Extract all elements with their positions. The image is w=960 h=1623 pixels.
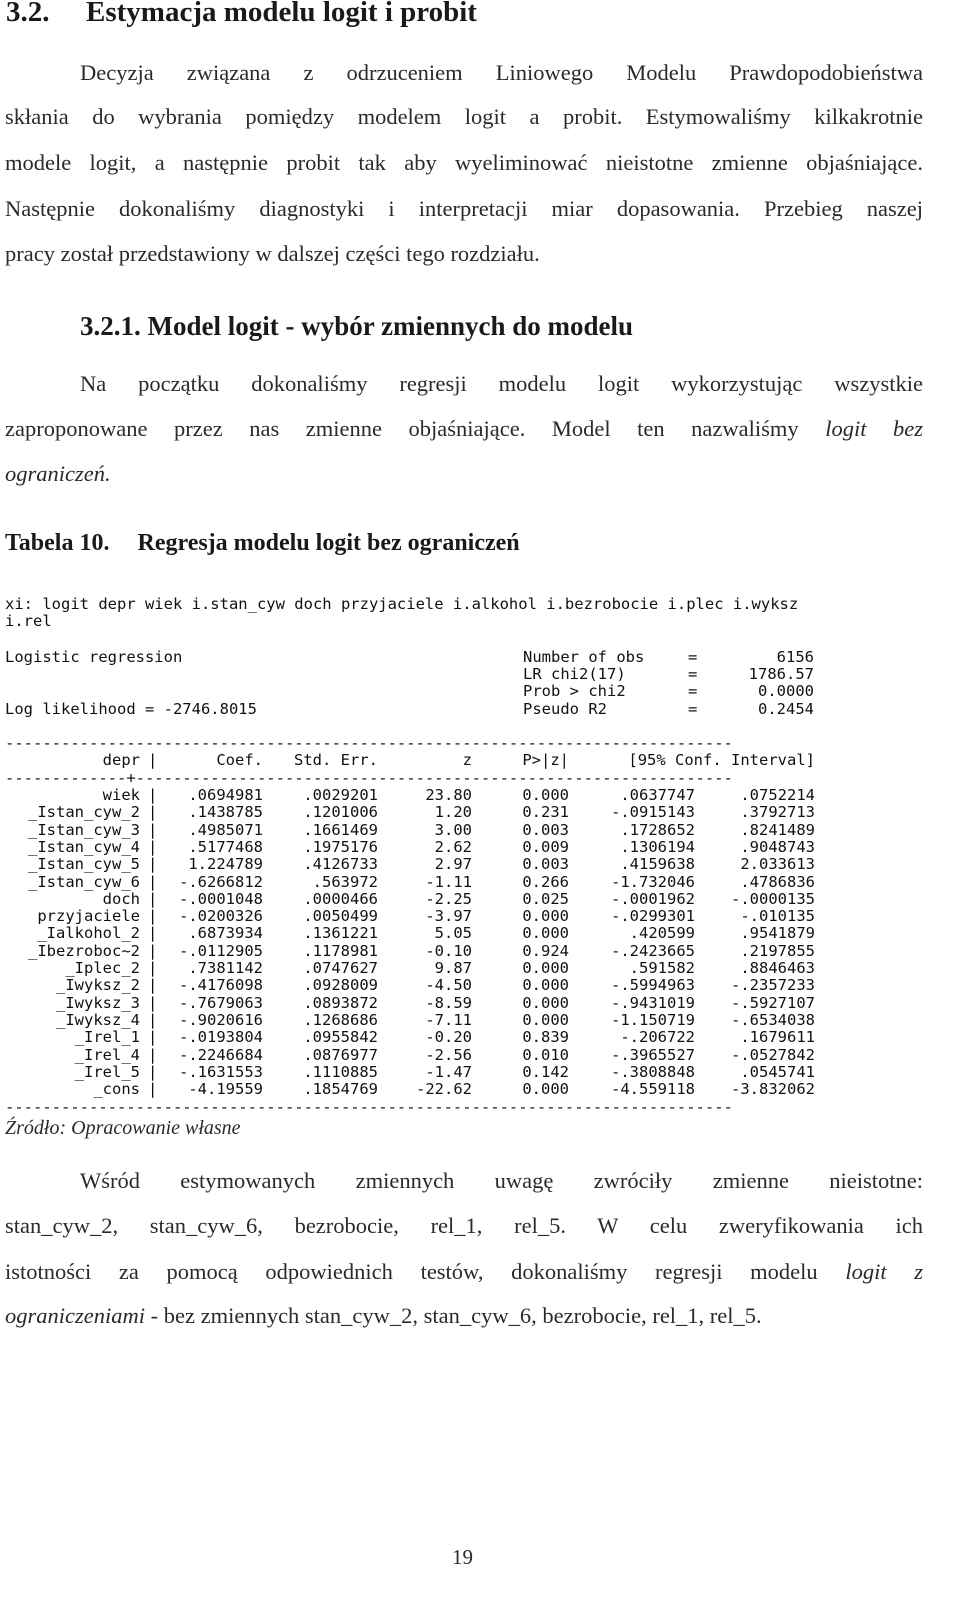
- row-z: -0.20: [425, 1028, 472, 1047]
- sub-line-2-italic: logit bez: [825, 416, 923, 441]
- row-ci-lower: .4159638: [620, 855, 695, 874]
- row-p-value: 0.009: [522, 837, 569, 856]
- row-ci-upper: .0545741: [740, 1062, 815, 1081]
- row-z: 2.97: [434, 855, 472, 874]
- row-ci-upper: 2.033613: [740, 855, 815, 874]
- row-ci-lower: -.0001962: [611, 889, 695, 908]
- conclusion-line-1: Wśród estymowanych zmiennych uwagę zwróciły zmienne nieistotne:: [80, 1168, 923, 1193]
- table-rule-bottom: ------------------------------------------------------------------------------: [5, 1098, 733, 1116]
- section-title: Estymacja modelu logit i probit: [86, 0, 477, 28]
- stat-eq: =: [688, 665, 698, 683]
- row-z: -8.59: [425, 993, 472, 1012]
- row-std-err: .4126733: [303, 855, 378, 874]
- row-ci-lower: .1728652: [620, 820, 695, 839]
- table-row: [5, 1063, 835, 1081]
- row-p-value: 0.000: [522, 959, 569, 977]
- column-separator: |: [148, 1045, 158, 1064]
- row-variable: wiek: [102, 786, 140, 804]
- row-coef: .1438785: [188, 803, 263, 822]
- table-label: Tabela 10.: [5, 530, 110, 556]
- row-variable: _Istan_cyw_2: [28, 803, 140, 822]
- column-separator: |: [148, 1080, 158, 1099]
- header-se: Std. Err.: [294, 751, 378, 769]
- row-coef: -.7679063: [179, 993, 263, 1012]
- stat-value: 0.0000: [758, 682, 814, 700]
- row-ci-upper: -.2357233: [731, 976, 815, 995]
- row-coef: .4985071: [188, 820, 263, 839]
- row-ci-upper: .8846463: [740, 959, 815, 977]
- stat-value: 1786.57: [748, 665, 814, 683]
- row-ci-upper: .1679611: [740, 1028, 815, 1047]
- column-separator: |: [148, 959, 158, 977]
- subsection-number: 3.2.1.: [80, 311, 141, 341]
- column-separator: |: [148, 1062, 158, 1081]
- table-row: [5, 924, 835, 942]
- row-ci-upper: -.010135: [740, 907, 815, 926]
- row-variable: _Ibezroboc~2: [28, 941, 140, 960]
- row-variable: przyjaciele: [37, 907, 140, 926]
- row-std-err: .1661469: [303, 820, 378, 839]
- table-row: [5, 821, 835, 839]
- row-p-value: 0.000: [522, 1010, 569, 1029]
- row-p-value: 0.000: [522, 976, 569, 995]
- row-variable: _Ialkohol_2: [37, 924, 140, 943]
- row-variable: _Iwyksz_3: [56, 993, 140, 1012]
- stat-eq: =: [688, 682, 698, 700]
- row-coef: .0694981: [188, 786, 263, 804]
- row-coef: -.0112905: [179, 941, 263, 960]
- row-variable: _Iwyksz_2: [56, 976, 140, 995]
- stat-eq: =: [688, 700, 698, 718]
- row-ci-lower: -.3808848: [611, 1062, 695, 1081]
- row-std-err: .0050499: [303, 907, 378, 926]
- model-name: Logistic regression: [5, 648, 183, 666]
- column-separator: |: [148, 820, 158, 839]
- table-header-row: [5, 751, 835, 769]
- row-p-value: 0.142: [522, 1062, 569, 1081]
- source-note: Źródło: Opracowanie własne: [5, 1117, 241, 1139]
- row-z: -7.11: [425, 1010, 472, 1029]
- row-p-value: 0.000: [522, 907, 569, 926]
- row-z: -3.97: [425, 907, 472, 926]
- column-separator: |: [148, 907, 158, 926]
- intro-line-3: modele logit, a następnie probit tak aby wyeliminować nieistotne zmienne objaśniające.: [5, 150, 923, 175]
- row-z: -0.10: [425, 941, 472, 960]
- conclusion-line-3: istotności za pomocą odpowiednich testów, dokonaliśmy regresji modelu logit z: [5, 1259, 923, 1284]
- row-variable: _Iwyksz_4: [56, 1010, 140, 1029]
- intro-line-2: skłania do wybrania pomiędzy modelem logit a probit. Estymowaliśmy kilkakrotnie: [5, 104, 923, 129]
- row-variable: _Istan_cyw_6: [28, 872, 140, 891]
- row-std-err: .1110885: [303, 1062, 378, 1081]
- header-ci: [95% Conf. Interval]: [628, 751, 815, 769]
- row-coef: .6873934: [188, 924, 263, 943]
- row-z: 3.00: [434, 820, 472, 839]
- row-ci-lower: -1.150719: [611, 1010, 695, 1029]
- row-coef: .5177468: [188, 837, 263, 856]
- row-ci-upper: -3.832062: [731, 1080, 815, 1099]
- row-ci-lower: -.5994963: [611, 976, 695, 995]
- row-variable: _Iplec_2: [65, 959, 140, 977]
- column-separator: |: [148, 786, 158, 804]
- row-ci-upper: .3792713: [740, 803, 815, 822]
- row-p-value: 0.003: [522, 820, 569, 839]
- subsection-heading: [80, 311, 633, 342]
- row-p-value: 0.025: [522, 889, 569, 908]
- stat-value: 0.2454: [758, 700, 814, 718]
- row-ci-lower: .0637747: [620, 786, 695, 804]
- stat-label: Prob > chi2: [523, 682, 626, 700]
- row-ci-lower: -1.732046: [611, 872, 695, 891]
- row-z: 5.05: [434, 924, 472, 943]
- row-std-err: .0955842: [303, 1028, 378, 1047]
- table-row: [5, 838, 835, 856]
- row-p-value: 0.000: [522, 1080, 569, 1099]
- row-p-value: 0.000: [522, 924, 569, 943]
- column-separator: |: [148, 1010, 158, 1029]
- row-ci-lower: .420599: [629, 924, 695, 943]
- column-separator: |: [148, 803, 158, 822]
- row-coef: -.4176098: [179, 976, 263, 995]
- row-variable: _Irel_5: [74, 1062, 140, 1081]
- table-row: [5, 855, 835, 873]
- section-heading: [6, 0, 477, 29]
- intro-line-4: Następnie dokonaliśmy diagnostyki i interpretacji miar dopasowania. Przebieg naszej: [5, 196, 923, 221]
- row-ci-lower: -.206722: [620, 1028, 695, 1047]
- row-std-err: .1201006: [303, 803, 378, 822]
- row-ci-upper: .9541879: [740, 924, 815, 943]
- row-ci-lower: -.2423665: [611, 941, 695, 960]
- table-row: [5, 976, 835, 994]
- row-p-value: 0.000: [522, 786, 569, 804]
- row-z: -1.11: [425, 872, 472, 891]
- intro-line-1: Decyzja związana z odrzuceniem Liniowego Modelu Prawdopodobieństwa: [80, 60, 923, 85]
- row-coef: -.0193804: [179, 1028, 263, 1047]
- row-p-value: 0.839: [522, 1028, 569, 1047]
- row-ci-lower: -.0915143: [611, 803, 695, 822]
- row-std-err: .0876977: [303, 1045, 378, 1064]
- section-number: 3.2.: [6, 0, 50, 28]
- row-std-err: .1178981: [303, 941, 378, 960]
- conclusion-line-3-italic: logit z: [845, 1259, 923, 1284]
- stata-command-line-1: xi: logit depr wiek i.stan_cyw doch przyjaciele i.alkohol i.bezrobocie i.plec i.wyksz: [5, 595, 799, 613]
- row-ci-upper: .2197855: [740, 941, 815, 960]
- table-row: [5, 942, 835, 960]
- column-separator: |: [148, 1028, 158, 1047]
- table-row: [5, 873, 835, 891]
- column-separator: |: [148, 924, 158, 943]
- row-variable: _cons: [93, 1080, 140, 1099]
- column-separator: |: [148, 855, 158, 874]
- table-row: [5, 1080, 835, 1098]
- stat-label: LR chi2(17): [523, 665, 626, 683]
- table-title: Regresja modelu logit bez ograniczeń: [137, 530, 520, 556]
- table-row: [5, 1046, 835, 1064]
- row-p-value: 0.924: [522, 941, 569, 960]
- row-z: -1.47: [425, 1062, 472, 1081]
- table-row: [5, 959, 835, 977]
- subsection-title: Model logit - wybór zmiennych do modelu: [147, 311, 633, 341]
- table-row: [5, 890, 835, 908]
- row-ci-upper: .9048743: [740, 837, 815, 856]
- stat-eq: =: [688, 648, 698, 666]
- row-coef: -4.19559: [188, 1080, 263, 1099]
- row-z: 1.20: [434, 803, 472, 822]
- sub-line-3: ograniczeń.: [5, 461, 111, 486]
- row-p-value: 0.003: [522, 855, 569, 874]
- column-separator: |: [148, 837, 158, 856]
- row-p-value: 0.231: [522, 803, 569, 822]
- row-z: 9.87: [434, 959, 472, 977]
- row-std-err: .1854769: [303, 1080, 378, 1099]
- row-std-err: .563972: [312, 872, 378, 891]
- row-variable: _Irel_4: [74, 1045, 140, 1064]
- table-rule-top: ------------------------------------------------------------------------------: [5, 734, 733, 752]
- row-ci-upper: -.5927107: [731, 993, 815, 1012]
- row-variable: _Istan_cyw_3: [28, 820, 140, 839]
- log-likelihood: Log likelihood = -2746.8015: [5, 700, 257, 718]
- page-number: 19: [452, 1545, 473, 1569]
- row-z: -22.62: [416, 1080, 472, 1099]
- row-std-err: .0000466: [303, 889, 378, 908]
- row-ci-lower: .1306194: [620, 837, 695, 856]
- row-ci-upper: -.0527842: [731, 1045, 815, 1064]
- header-var: depr: [102, 751, 140, 769]
- intro-line-5: pracy został przedstawiony w dalszej części tego rozdziału.: [5, 241, 540, 266]
- sub-line-1: Na początku dokonaliśmy regresji modelu logit wykorzystując wszystkie: [80, 371, 923, 396]
- table-row: [5, 907, 835, 925]
- table-rule-mid: -------------+----------------------------------------------------------------: [5, 769, 733, 787]
- row-ci-lower: -.9431019: [611, 993, 695, 1012]
- column-separator: |: [148, 872, 158, 891]
- row-coef: -.0200326: [179, 907, 263, 926]
- row-ci-upper: .8241489: [740, 820, 815, 839]
- header-p: P>|z|: [522, 751, 569, 769]
- row-std-err: .0029201: [303, 786, 378, 804]
- row-std-err: .0747627: [303, 959, 378, 977]
- row-coef: -.1631553: [179, 1062, 263, 1081]
- row-z: 23.80: [425, 786, 472, 804]
- header-coef: Coef.: [216, 751, 263, 769]
- row-coef: -.6266812: [179, 872, 263, 891]
- row-z: -2.56: [425, 1045, 472, 1064]
- stata-command-line-2: i.rel: [5, 612, 52, 630]
- row-ci-lower: .591582: [629, 959, 695, 977]
- row-variable: _Istan_cyw_5: [28, 855, 140, 874]
- row-std-err: .0928009: [303, 976, 378, 995]
- row-coef: -.2246684: [179, 1045, 263, 1064]
- row-coef: -.9020616: [179, 1010, 263, 1029]
- row-std-err: .1975176: [303, 837, 378, 856]
- row-variable: _Irel_1: [74, 1028, 140, 1047]
- column-separator: |: [148, 976, 158, 995]
- row-ci-upper: .0752214: [740, 786, 815, 804]
- stat-label: Number of obs: [523, 648, 645, 666]
- stat-label: Pseudo R2: [523, 700, 607, 718]
- stat-value: 6156: [776, 648, 814, 666]
- row-variable: doch: [102, 889, 140, 908]
- table-row: [5, 803, 835, 821]
- row-std-err: .1361221: [303, 924, 378, 943]
- table-row: [5, 1028, 835, 1046]
- column-separator: |: [148, 941, 158, 960]
- row-ci-lower: -.3965527: [611, 1045, 695, 1064]
- table-caption: [5, 530, 520, 557]
- conclusion-line-2: stan_cyw_2, stan_cyw_6, bezrobocie, rel_1, rel_5. W celu zweryfikowania ich: [5, 1213, 923, 1238]
- row-p-value: 0.010: [522, 1045, 569, 1064]
- row-variable: _Istan_cyw_4: [28, 837, 140, 856]
- table-row: [5, 1011, 835, 1029]
- conclusion-line-4: ograniczeniami - bez zmiennych stan_cyw_2, stan_cyw_6, bezrobocie, rel_1, rel_5.: [5, 1303, 762, 1328]
- column-separator: |: [148, 993, 158, 1012]
- row-p-value: 0.000: [522, 993, 569, 1012]
- row-coef: .7381142: [188, 959, 263, 977]
- row-ci-upper: -.0000135: [731, 889, 815, 908]
- column-separator: |: [148, 751, 158, 769]
- row-p-value: 0.266: [522, 872, 569, 891]
- sub-line-2: zaproponowane przez nas zmienne objaśniające. Model ten nazwaliśmy logit bez: [5, 416, 923, 441]
- row-z: -4.50: [425, 976, 472, 995]
- row-std-err: .0893872: [303, 993, 378, 1012]
- row-ci-lower: -.0299301: [611, 907, 695, 926]
- row-z: -2.25: [425, 889, 472, 908]
- table-row: [5, 786, 835, 804]
- row-coef: 1.224789: [188, 855, 263, 874]
- table-row: [5, 994, 835, 1012]
- row-ci-upper: -.6534038: [731, 1010, 815, 1029]
- row-ci-upper: .4786836: [740, 872, 815, 891]
- row-z: 2.62: [434, 837, 472, 856]
- row-coef: -.0001048: [179, 889, 263, 908]
- column-separator: |: [148, 889, 158, 908]
- row-ci-lower: -4.559118: [611, 1080, 695, 1099]
- row-std-err: .1268686: [303, 1010, 378, 1029]
- header-z: z: [462, 751, 472, 769]
